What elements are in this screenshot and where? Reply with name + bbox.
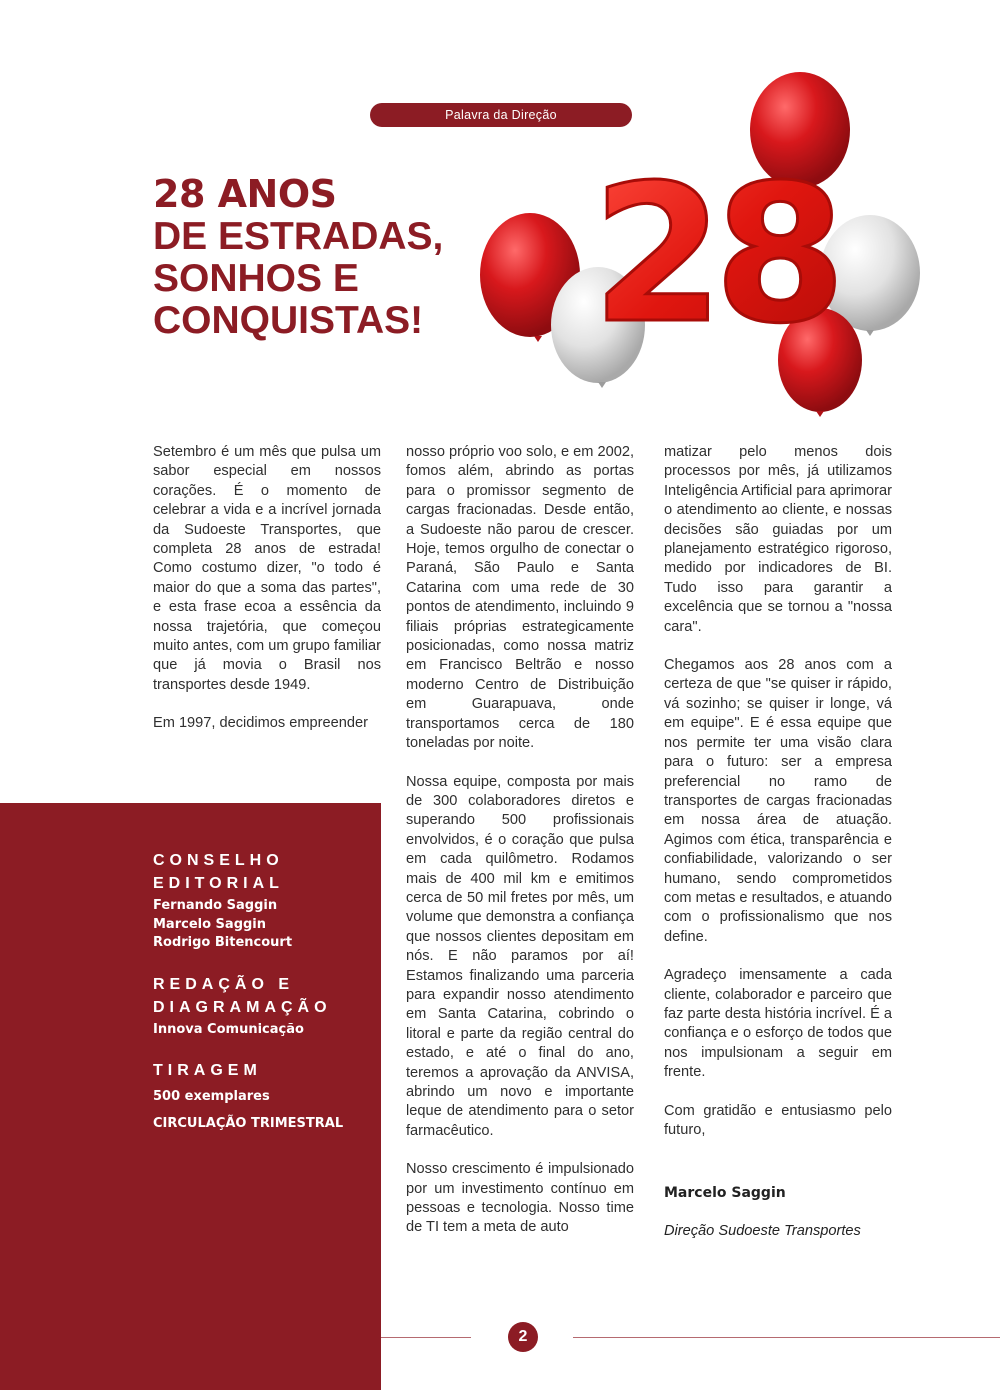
editorial-members — [153, 897, 373, 953]
editorial-heading-2: EDITORIAL — [153, 875, 284, 892]
circulacao-label: CIRCULAÇÃO TRIMESTRAL — [153, 1116, 344, 1131]
editorial-member: Marcelo Saggin — [153, 916, 267, 932]
paragraph: Nosso crescimento é impulsionado por um investimento contínuo em pessoas e tecnologia. Nosso time de TI tem a meta de auto — [406, 1161, 634, 1236]
signature-name: Marcelo Saggin — [664, 1185, 786, 1202]
headline-line-1: 28 ANOS — [153, 172, 337, 216]
headline-line-2: DE ESTRADAS, — [153, 215, 444, 258]
tiragem-heading: TIRAGEM — [153, 1062, 262, 1079]
headline-line-4: CONQUISTAS! — [153, 299, 424, 342]
paragraph: Chegamos aos 28 anos com a certeza de que "se quiser ir rápido, vá sozinho; se quiser ir longe, vá em equipe". E é essa equipe que nos permite ter uma visão clara para o futuro: ser a empresa preferencial no ramo de transportes de cargas fracionadas em nossa área de atuação. Agimos com ética, transparência e confiabilidade, valorizando o ser humano, sendo comprometidos com metas e resultados, e atuando com o profissionalismo que nos define. — [664, 657, 892, 945]
redacao-heading-1: REDAÇÃO E — [153, 975, 295, 993]
article-column-1 — [153, 443, 381, 753]
footer-rule-right — [573, 1337, 1000, 1338]
editorial-heading-1: CONSELHO — [153, 852, 284, 869]
paragraph: Em 1997, decidimos empreender — [153, 715, 368, 732]
footer-rule-left — [381, 1337, 471, 1338]
page-number: 2 — [508, 1322, 538, 1352]
balloons-illustration — [470, 70, 930, 430]
paragraph: Setembro é um mês que pulsa um sabor especial em nossos corações. É o momento de celebrar a vida e a incrível jornada da Sudoeste Transportes, que completa 28 anos de estrada! Como costumo dizer, "o todo é maior do que a soma das partes", e esta frase ecoa a essência da nossa trajetória, que começou muito antes, com um grupo familiar que já movia o Brasil nos transportes desde 1949. — [153, 444, 381, 693]
tiragem-value: 500 exemplares — [153, 1089, 270, 1104]
article-column-3 — [664, 443, 892, 1260]
signature — [664, 1184, 892, 1241]
signature-role: Direção Sudoeste Transportes — [664, 1223, 861, 1240]
editorial-member: Rodrigo Bitencourt — [153, 935, 293, 950]
paragraph: Agradeço imensamente a cada cliente, colaborador e parceiro que faz parte desta história incrível. É a confiança e o esforço de todos que nos impulsionam a seguir em frente. — [664, 967, 892, 1081]
headline — [153, 172, 493, 342]
paragraph: Nossa equipe, composta por mais de 300 colaboradores diretos e superando 500 profissionais envolvidos, é o coração que pulsa em cada quilômetro. Rodamos mais de 400 mil km e emitimos cerca de 50 mil fretes por mês, um volume que demonstra a confiança que nossos clientes depositam em nós. E não paramos por aí! Estamos finalizando uma parceria para expandir nosso atendimento em Santa Catarina, cobrindo o litoral e parte da região central do estado, e até o final do ano, teremos a aprovação da ANVISA, abrindo um novo e importante leque de atendimento para o setor farmacêutico. — [406, 773, 634, 1139]
paragraph: Com gratidão e entusiasmo pelo futuro, — [664, 1102, 892, 1138]
redacao-agency — [153, 1021, 373, 1040]
editorial-member: Fernando Saggin — [153, 898, 278, 913]
redacao-heading-2: DIAGRAMAÇÃO — [153, 998, 332, 1016]
article-column-2 — [406, 443, 634, 1257]
section-label: Palavra da Direção — [370, 103, 632, 127]
headline-line-3: SONHOS E — [153, 257, 359, 300]
agency-name: Innova Comunicação — [153, 1021, 304, 1037]
paragraph: nosso próprio voo solo, e em 2002, fomos além, abrindo as portas para o promissor segmento de cargas fracionadas. Desde então, a Sudoeste não parou de crescer. Hoje, temos orgulho de conectar o Paraná, São Paulo e Santa Catarina com uma rede de 30 pontos de atendimento, incluindo 9 filiais próprias estrategicamente posicionadas, como nossa matriz em Francisco Beltrão e nosso moderno Centro de Distribuição em Guarapuava, onde transportamos cerca de 180 toneladas por noite. — [406, 444, 634, 752]
number-28-foil-balloon: 28 — [591, 144, 837, 365]
paragraph: matizar pelo menos dois processos por mês, já utilizamos Inteligência Artificial para aprimorar o atendimento ao cliente, e nossas decisões são guiadas por um planejamento estratégico rigoroso, medido por indicadores de BI. Tudo isso para garantir a excelência que se tornou a "nossa cara". — [664, 444, 892, 635]
credits-panel — [0, 803, 381, 1390]
